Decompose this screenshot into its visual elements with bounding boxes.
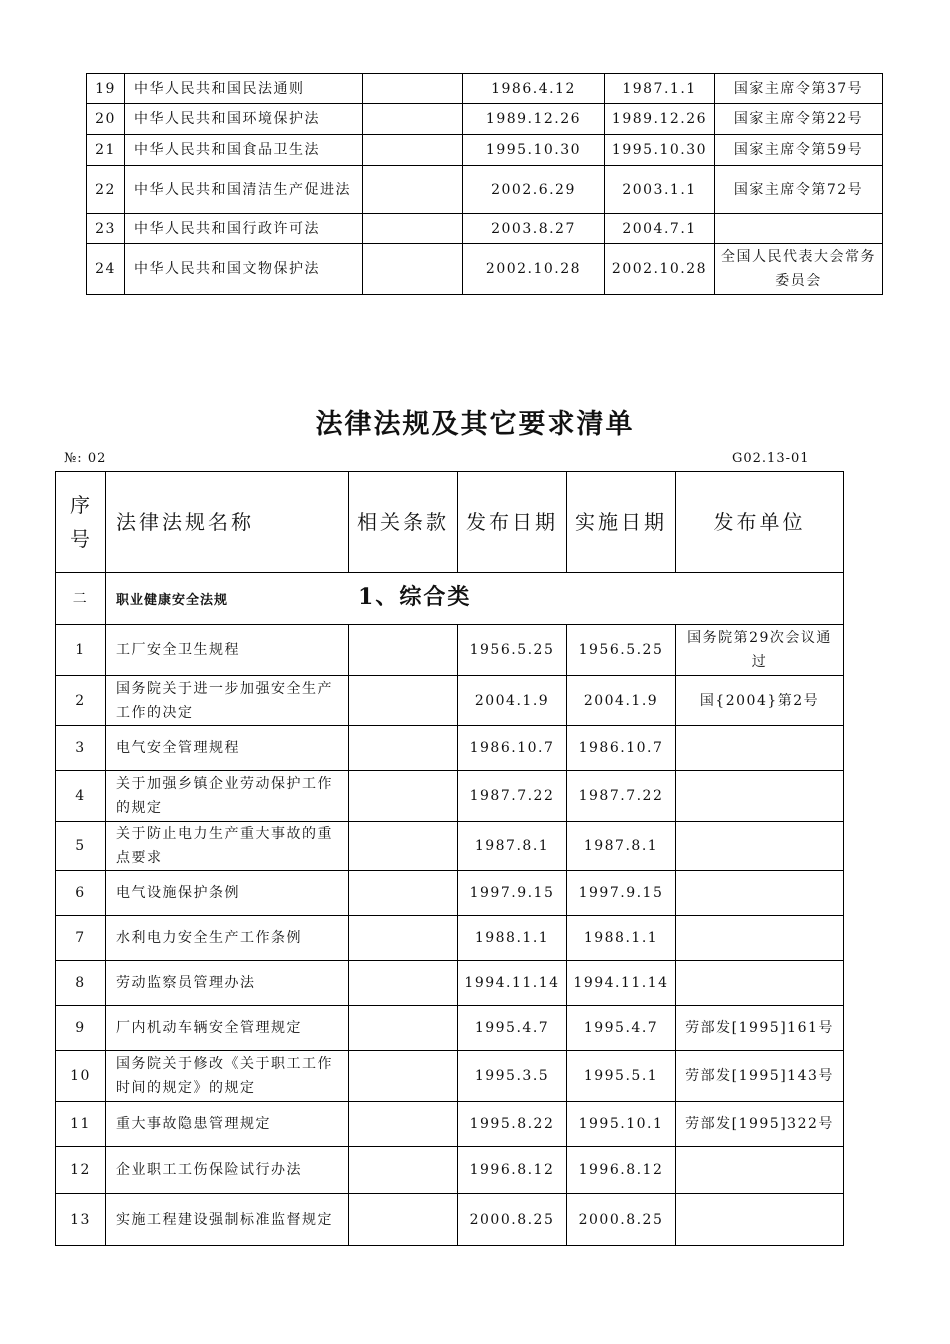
publish-date: 2004.1.9 bbox=[458, 676, 567, 726]
regulation-name: 电气安全管理规程 bbox=[106, 726, 349, 771]
publish-date: 2002.6.29 bbox=[463, 166, 605, 214]
publish-date: 2003.8.27 bbox=[463, 214, 605, 244]
regulation-name: 重大事故隐患管理规定 bbox=[106, 1102, 349, 1147]
header-publish-date: 发布日期 bbox=[458, 472, 567, 573]
table-row bbox=[56, 916, 844, 961]
table-row bbox=[56, 726, 844, 771]
issuer bbox=[676, 871, 844, 916]
law-name: 中华人民共和国民法通则 bbox=[125, 74, 363, 104]
effective-date: 2004.1.9 bbox=[567, 676, 676, 726]
header-effective-date: 实施日期 bbox=[567, 472, 676, 573]
regulation-list-table-body bbox=[56, 472, 844, 1246]
regulation-name: 关于加强乡镇企业劳动保护工作的规定 bbox=[106, 771, 349, 822]
row-no: 7 bbox=[56, 916, 106, 961]
row-no: 24 bbox=[87, 244, 125, 295]
effective-date: 1995.5.1 bbox=[567, 1051, 676, 1102]
issuer: 国家主席令第59号 bbox=[715, 135, 883, 166]
related-clause bbox=[349, 822, 458, 871]
publish-date: 2000.8.25 bbox=[458, 1194, 567, 1246]
row-no: 11 bbox=[56, 1102, 106, 1147]
issuer bbox=[676, 961, 844, 1006]
related-clause bbox=[349, 625, 458, 676]
table-row bbox=[56, 961, 844, 1006]
publish-date: 1987.7.22 bbox=[458, 771, 567, 822]
related-clause bbox=[349, 871, 458, 916]
publish-date: 1986.4.12 bbox=[463, 74, 605, 104]
issuer: 国家主席令第72号 bbox=[715, 166, 883, 214]
publish-date: 1995.10.30 bbox=[463, 135, 605, 166]
header-name: 法律法规名称 bbox=[106, 472, 349, 573]
row-no: 1 bbox=[56, 625, 106, 676]
issuer bbox=[676, 726, 844, 771]
effective-date: 1987.8.1 bbox=[567, 822, 676, 871]
effective-date: 1987.1.1 bbox=[605, 74, 715, 104]
table-row bbox=[56, 1147, 844, 1194]
publish-date: 1995.4.7 bbox=[458, 1006, 567, 1051]
table-row bbox=[56, 1006, 844, 1051]
effective-date: 1994.11.14 bbox=[567, 961, 676, 1006]
effective-date: 1956.5.25 bbox=[567, 625, 676, 676]
previous-law-table bbox=[86, 73, 883, 295]
issuer: 劳部发[1995]322号 bbox=[676, 1102, 844, 1147]
effective-date: 1995.10.1 bbox=[567, 1102, 676, 1147]
effective-date: 1989.12.26 bbox=[605, 104, 715, 135]
row-no: 23 bbox=[87, 214, 125, 244]
row-no: 13 bbox=[56, 1194, 106, 1246]
header-clause: 相关条款 bbox=[349, 472, 458, 573]
table-row bbox=[56, 771, 844, 822]
publish-date: 1995.3.5 bbox=[458, 1051, 567, 1102]
header-no: 序号 bbox=[56, 472, 106, 573]
effective-date: 2000.8.25 bbox=[567, 1194, 676, 1246]
publish-date: 1989.12.26 bbox=[463, 104, 605, 135]
table-row bbox=[87, 104, 883, 135]
row-no: 8 bbox=[56, 961, 106, 1006]
related-clause bbox=[349, 1051, 458, 1102]
row-no: 10 bbox=[56, 1051, 106, 1102]
publish-date: 1988.1.1 bbox=[458, 916, 567, 961]
document-number: №: 02 bbox=[64, 451, 107, 466]
row-no: 6 bbox=[56, 871, 106, 916]
issuer bbox=[676, 1147, 844, 1194]
table-row bbox=[87, 135, 883, 166]
document-title: 法律法规及其它要求清单 bbox=[315, 409, 635, 440]
row-no: 21 bbox=[87, 135, 125, 166]
effective-date: 1988.1.1 bbox=[567, 916, 676, 961]
law-name: 中华人民共和国清洁生产促进法 bbox=[125, 166, 363, 214]
effective-date: 1987.7.22 bbox=[567, 771, 676, 822]
law-name: 中华人民共和国行政许可法 bbox=[125, 214, 363, 244]
effective-date: 2002.10.28 bbox=[605, 244, 715, 295]
issuer bbox=[676, 1194, 844, 1246]
related-clause bbox=[349, 1006, 458, 1051]
section-label: 职业健康安全法规 bbox=[116, 592, 229, 608]
header-issuer: 发布单位 bbox=[676, 472, 844, 573]
document-code: G02.13-01 bbox=[732, 451, 810, 466]
issuer: 劳部发[1995]161号 bbox=[676, 1006, 844, 1051]
effective-date: 1986.10.7 bbox=[567, 726, 676, 771]
issuer bbox=[715, 214, 883, 244]
row-no: 20 bbox=[87, 104, 125, 135]
issuer bbox=[676, 916, 844, 961]
row-no: 22 bbox=[87, 166, 125, 214]
previous-law-table-body bbox=[87, 74, 883, 295]
regulation-name: 电气设施保护条例 bbox=[106, 871, 349, 916]
effective-date: 1995.10.30 bbox=[605, 135, 715, 166]
table-row bbox=[56, 1194, 844, 1246]
table-row bbox=[87, 244, 883, 295]
related-clause bbox=[363, 135, 463, 166]
section-title: 1、综合类 bbox=[358, 583, 472, 610]
issuer: 国{2004}第2号 bbox=[676, 676, 844, 726]
related-clause bbox=[349, 1102, 458, 1147]
regulation-name: 工厂安全卫生规程 bbox=[106, 625, 349, 676]
regulation-name: 实施工程建设强制标准监督规定 bbox=[106, 1194, 349, 1246]
law-name: 中华人民共和国文物保护法 bbox=[125, 244, 363, 295]
law-name: 中华人民共和国食品卫生法 bbox=[125, 135, 363, 166]
effective-date: 2004.7.1 bbox=[605, 214, 715, 244]
section-row bbox=[56, 573, 844, 625]
row-no: 3 bbox=[56, 726, 106, 771]
issuer: 劳部发[1995]143号 bbox=[676, 1051, 844, 1102]
issuer: 国家主席令第37号 bbox=[715, 74, 883, 104]
row-no: 19 bbox=[87, 74, 125, 104]
publish-date: 1997.9.15 bbox=[458, 871, 567, 916]
related-clause bbox=[349, 1147, 458, 1194]
related-clause bbox=[363, 104, 463, 135]
publish-date: 1995.8.22 bbox=[458, 1102, 567, 1147]
publish-date: 1956.5.25 bbox=[458, 625, 567, 676]
section-heading-cell bbox=[106, 573, 844, 625]
related-clause bbox=[349, 676, 458, 726]
publish-date: 1986.10.7 bbox=[458, 726, 567, 771]
effective-date: 1996.8.12 bbox=[567, 1147, 676, 1194]
table-row bbox=[56, 1051, 844, 1102]
table-row bbox=[87, 166, 883, 214]
regulation-name: 国务院关于修改《关于职工工作时间的规定》的规定 bbox=[106, 1051, 349, 1102]
table-header-row bbox=[56, 472, 844, 573]
row-no: 4 bbox=[56, 771, 106, 822]
effective-date: 2003.1.1 bbox=[605, 166, 715, 214]
regulation-name: 厂内机动车辆安全管理规定 bbox=[106, 1006, 349, 1051]
regulation-list-table bbox=[55, 471, 844, 1246]
regulation-name: 劳动监察员管理办法 bbox=[106, 961, 349, 1006]
related-clause bbox=[349, 1194, 458, 1246]
publish-date: 2002.10.28 bbox=[463, 244, 605, 295]
table-row bbox=[56, 822, 844, 871]
table-row bbox=[56, 676, 844, 726]
row-no: 2 bbox=[56, 676, 106, 726]
regulation-name: 水利电力安全生产工作条例 bbox=[106, 916, 349, 961]
effective-date: 1997.9.15 bbox=[567, 871, 676, 916]
table-row bbox=[56, 1102, 844, 1147]
table-row bbox=[87, 74, 883, 104]
related-clause bbox=[363, 74, 463, 104]
issuer bbox=[676, 771, 844, 822]
related-clause bbox=[363, 166, 463, 214]
row-no: 5 bbox=[56, 822, 106, 871]
effective-date: 1995.4.7 bbox=[567, 1006, 676, 1051]
table-row bbox=[56, 871, 844, 916]
related-clause bbox=[363, 214, 463, 244]
table-row bbox=[87, 214, 883, 244]
table-row bbox=[56, 625, 844, 676]
related-clause bbox=[349, 726, 458, 771]
publish-date: 1996.8.12 bbox=[458, 1147, 567, 1194]
issuer: 全国人民代表大会常务委员会 bbox=[715, 244, 883, 295]
issuer: 国务院第29次会议通过 bbox=[676, 625, 844, 676]
law-name: 中华人民共和国环境保护法 bbox=[125, 104, 363, 135]
related-clause bbox=[349, 771, 458, 822]
row-no: 9 bbox=[56, 1006, 106, 1051]
issuer bbox=[676, 822, 844, 871]
related-clause bbox=[349, 916, 458, 961]
section-index: 二 bbox=[56, 573, 106, 625]
regulation-name: 国务院关于进一步加强安全生产工作的决定 bbox=[106, 676, 349, 726]
related-clause bbox=[363, 244, 463, 295]
regulation-name: 关于防止电力生产重大事故的重点要求 bbox=[106, 822, 349, 871]
issuer: 国家主席令第22号 bbox=[715, 104, 883, 135]
row-no: 12 bbox=[56, 1147, 106, 1194]
related-clause bbox=[349, 961, 458, 1006]
regulation-name: 企业职工工伤保险试行办法 bbox=[106, 1147, 349, 1194]
publish-date: 1994.11.14 bbox=[458, 961, 567, 1006]
publish-date: 1987.8.1 bbox=[458, 822, 567, 871]
